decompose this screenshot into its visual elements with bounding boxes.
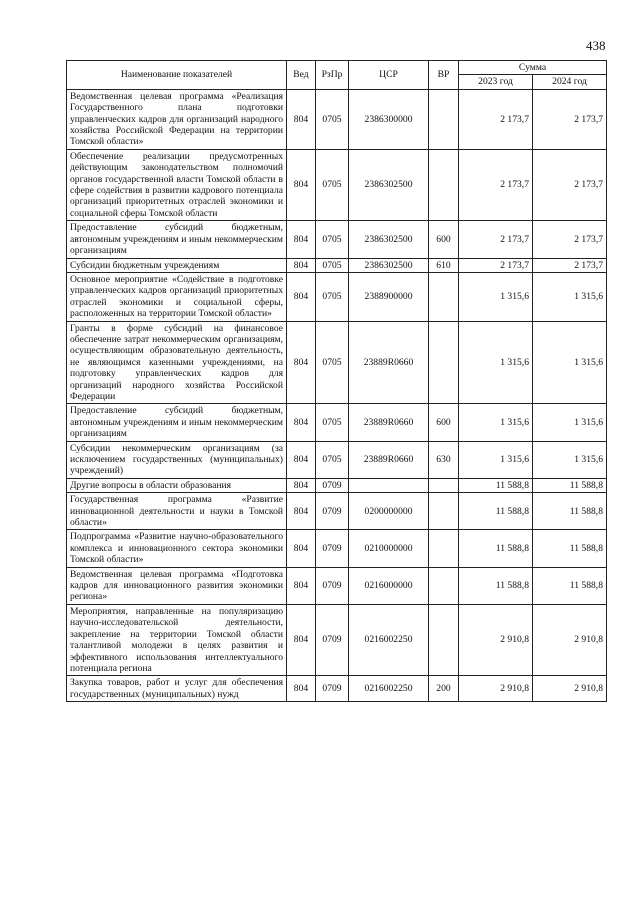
cell-csr: 23889R0660 — [349, 441, 429, 478]
table-row — [67, 676, 607, 702]
cell-name: Предоставление субсидий бюджетным, автономным учреждениям и иным некоммерческим организациям — [67, 221, 287, 258]
cell-sum-2024: 2 910,8 — [533, 676, 607, 702]
cell-rzpr: 0705 — [316, 221, 349, 258]
cell-sum-2024: 2 173,7 — [533, 149, 607, 220]
header-2023: 2023 год — [459, 75, 533, 89]
cell-sum-2023: 2 910,8 — [459, 676, 533, 702]
cell-vr — [429, 321, 459, 404]
cell-vr: 610 — [429, 258, 459, 272]
table-row — [67, 89, 607, 149]
cell-csr: 0216002250 — [349, 676, 429, 702]
cell-vr — [429, 89, 459, 149]
cell-ved: 804 — [287, 149, 316, 220]
table-row — [67, 530, 607, 567]
cell-sum-2024: 11 588,8 — [533, 493, 607, 530]
cell-rzpr: 0705 — [316, 272, 349, 321]
cell-rzpr: 0705 — [316, 258, 349, 272]
cell-ved: 804 — [287, 493, 316, 530]
table-row — [67, 258, 607, 272]
cell-vr — [429, 530, 459, 567]
cell-name: Государственная программа «Развитие инновационной деятельности и науки в Томской области» — [67, 493, 287, 530]
cell-name: Субсидии некоммерческим организациям (за исключением государственных (муниципальных) учреждений) — [67, 441, 287, 478]
cell-csr — [349, 478, 429, 492]
cell-ved: 804 — [287, 321, 316, 404]
cell-ved: 804 — [287, 221, 316, 258]
cell-sum-2023: 2 173,7 — [459, 149, 533, 220]
cell-vr — [429, 493, 459, 530]
cell-rzpr: 0709 — [316, 530, 349, 567]
cell-vr — [429, 478, 459, 492]
header-name: Наименование показателей — [67, 61, 287, 90]
cell-csr: 2388900000 — [349, 272, 429, 321]
cell-rzpr: 0709 — [316, 493, 349, 530]
cell-sum-2023: 1 315,6 — [459, 404, 533, 441]
cell-rzpr: 0705 — [316, 404, 349, 441]
cell-ved: 804 — [287, 89, 316, 149]
cell-sum-2023: 2 173,7 — [459, 221, 533, 258]
cell-name: Субсидии бюджетным учреждениям — [67, 258, 287, 272]
cell-rzpr: 0709 — [316, 478, 349, 492]
table-row — [67, 478, 607, 492]
cell-name: Мероприятия, направленные на популяризацию научно-исследовательской деятельности, закрепление на территории Томской области талантливой молодежи в целях развития и эффективного использования интеллектуального потенциала региона — [67, 604, 287, 675]
cell-vr — [429, 567, 459, 604]
cell-vr: 600 — [429, 221, 459, 258]
cell-vr: 600 — [429, 404, 459, 441]
cell-name: Предоставление субсидий бюджетным, автономным учреждениям и иным некоммерческим организациям — [67, 404, 287, 441]
cell-csr: 2386302500 — [349, 149, 429, 220]
cell-sum-2023: 11 588,8 — [459, 478, 533, 492]
table-row — [67, 321, 607, 404]
cell-sum-2023: 2 910,8 — [459, 604, 533, 675]
cell-sum-2024: 2 910,8 — [533, 604, 607, 675]
cell-sum-2024: 11 588,8 — [533, 567, 607, 604]
cell-csr: 2386302500 — [349, 258, 429, 272]
cell-ved: 804 — [287, 404, 316, 441]
cell-sum-2023: 1 315,6 — [459, 272, 533, 321]
cell-ved: 804 — [287, 604, 316, 675]
cell-vr — [429, 149, 459, 220]
cell-sum-2024: 1 315,6 — [533, 441, 607, 478]
cell-rzpr: 0705 — [316, 89, 349, 149]
header-rzpr: РзПр — [316, 61, 349, 90]
cell-name: Гранты в форме субсидий на финансовое обеспечение затрат некоммерческим организациям, осуществляющим образовательную деятельность, не являющимся казенными учреждениями, на подготовку управленческих кадров для организаций народного хозяйства Российской Федерации — [67, 321, 287, 404]
header-csr: ЦСР — [349, 61, 429, 90]
table-row — [67, 567, 607, 604]
table-row — [67, 272, 607, 321]
cell-ved: 804 — [287, 441, 316, 478]
header-sum: Сумма — [459, 61, 607, 75]
cell-csr: 2386300000 — [349, 89, 429, 149]
cell-sum-2023: 2 173,7 — [459, 89, 533, 149]
cell-vr — [429, 272, 459, 321]
cell-ved: 804 — [287, 530, 316, 567]
cell-name: Ведомственная целевая программа «Реализация Государственного плана подготовки управленческих кадров для организаций народного хозяйства Российской Федерации на территории Томской области» — [67, 89, 287, 149]
table-row — [67, 493, 607, 530]
cell-sum-2023: 1 315,6 — [459, 321, 533, 404]
table-row — [67, 604, 607, 675]
cell-sum-2024: 2 173,7 — [533, 258, 607, 272]
budget-table — [66, 60, 607, 702]
cell-vr: 200 — [429, 676, 459, 702]
cell-sum-2024: 2 173,7 — [533, 221, 607, 258]
cell-rzpr: 0705 — [316, 321, 349, 404]
cell-csr: 0216002250 — [349, 604, 429, 675]
cell-sum-2024: 1 315,6 — [533, 321, 607, 404]
cell-csr: 23889R0660 — [349, 321, 429, 404]
page-number: 438 — [586, 38, 606, 53]
cell-sum-2024: 1 315,6 — [533, 272, 607, 321]
cell-csr: 23889R0660 — [349, 404, 429, 441]
cell-name: Ведомственная целевая программа «Подготовка кадров для инновационного развития экономики региона» — [67, 567, 287, 604]
table-row — [67, 404, 607, 441]
table-row — [67, 221, 607, 258]
cell-name: Обеспечение реализации предусмотренных действующим законодательством полномочий органов государственной власти Томской области в сфере содействия в развитии кадрового потенциала организаций приоритетных отраслей экономики и социальной сферы Томской области — [67, 149, 287, 220]
header-ved: Вед — [287, 61, 316, 90]
header-vr: ВР — [429, 61, 459, 90]
header-2024: 2024 год — [533, 75, 607, 89]
cell-csr: 0200000000 — [349, 493, 429, 530]
cell-sum-2023: 11 588,8 — [459, 493, 533, 530]
cell-name: Основное мероприятие «Содействие в подготовке управленческих кадров организаций приоритетных отраслей экономики и социальной сферы, расположенных на территории Томской области» — [67, 272, 287, 321]
cell-rzpr: 0705 — [316, 149, 349, 220]
cell-csr: 0216000000 — [349, 567, 429, 604]
cell-sum-2024: 11 588,8 — [533, 530, 607, 567]
cell-sum-2023: 1 315,6 — [459, 441, 533, 478]
cell-rzpr: 0709 — [316, 604, 349, 675]
cell-csr: 2386302500 — [349, 221, 429, 258]
cell-name: Подпрограмма «Развитие научно-образовательного комплекса и инновационного сектора экономики Томской области» — [67, 530, 287, 567]
table-row — [67, 149, 607, 220]
cell-ved: 804 — [287, 676, 316, 702]
cell-vr: 630 — [429, 441, 459, 478]
cell-name: Закупка товаров, работ и услуг для обеспечения государственных (муниципальных) нужд — [67, 676, 287, 702]
cell-ved: 804 — [287, 478, 316, 492]
cell-sum-2024: 11 588,8 — [533, 478, 607, 492]
cell-name: Другие вопросы в области образования — [67, 478, 287, 492]
cell-rzpr: 0709 — [316, 567, 349, 604]
table-row — [67, 441, 607, 478]
cell-rzpr: 0705 — [316, 441, 349, 478]
cell-vr — [429, 604, 459, 675]
cell-sum-2024: 2 173,7 — [533, 89, 607, 149]
cell-ved: 804 — [287, 272, 316, 321]
cell-ved: 804 — [287, 258, 316, 272]
cell-sum-2024: 1 315,6 — [533, 404, 607, 441]
cell-csr: 0210000000 — [349, 530, 429, 567]
cell-sum-2023: 2 173,7 — [459, 258, 533, 272]
cell-sum-2023: 11 588,8 — [459, 530, 533, 567]
cell-rzpr: 0709 — [316, 676, 349, 702]
cell-sum-2023: 11 588,8 — [459, 567, 533, 604]
cell-ved: 804 — [287, 567, 316, 604]
